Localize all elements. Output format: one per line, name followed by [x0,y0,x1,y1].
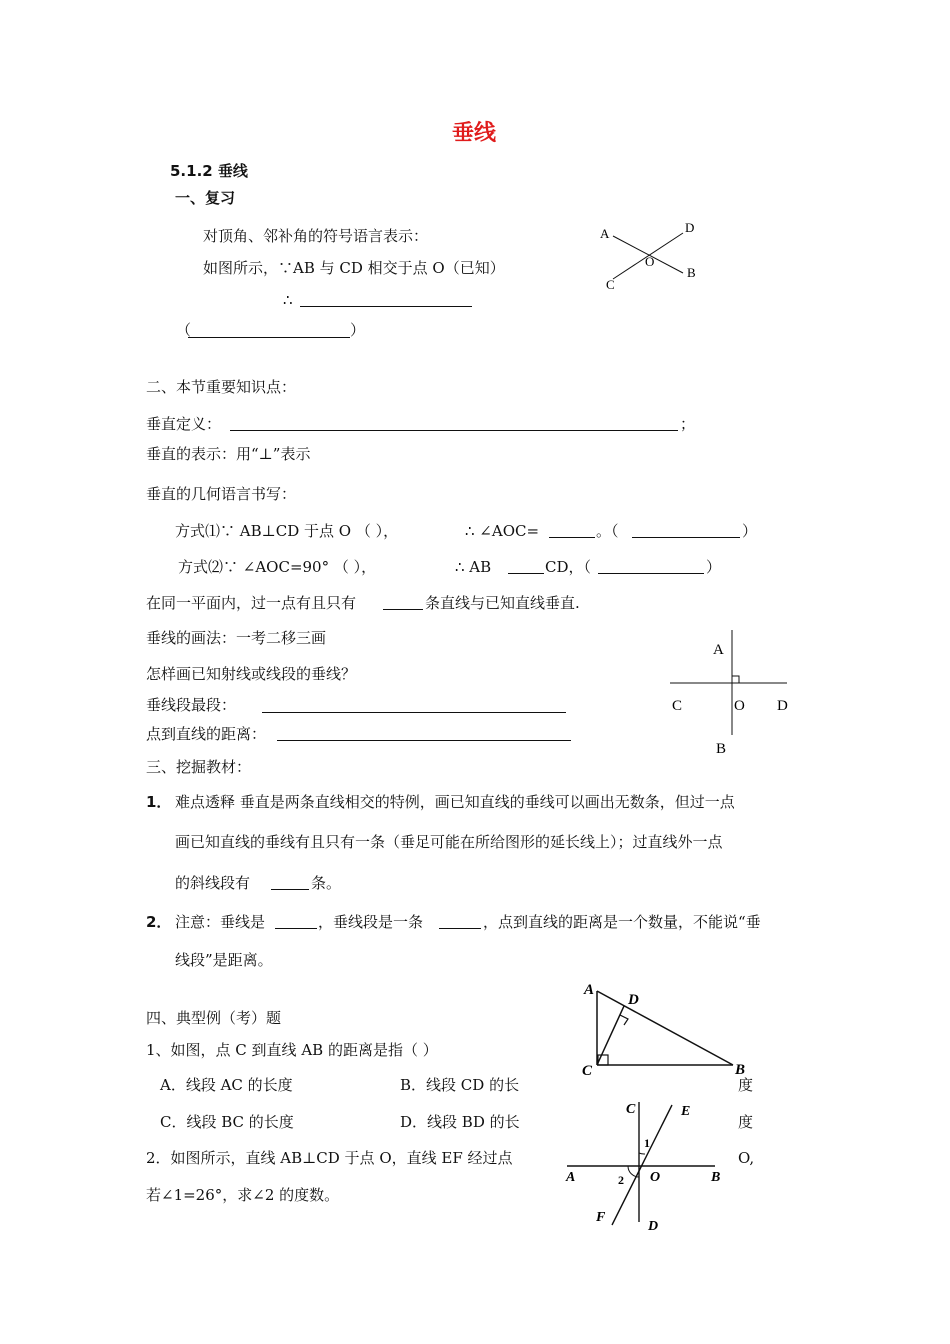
q1-option-b-end: 度 [738,1076,754,1094]
label-c: C [672,698,683,714]
method2-relation-blank [508,573,544,574]
q1-option-d-end: 度 [738,1113,754,1131]
label-c: C [606,277,615,292]
close-paren: ） [350,321,366,339]
item2-number: 2． [146,913,172,931]
method1-given: 方式⑴∵ AB⊥CD 于点 O （ ）， [175,522,399,540]
review-heading: 一、复习 [175,189,236,207]
distance-label: 点到直线的距离： [146,725,267,743]
unique-perp-blank [383,609,423,610]
item1-number: 1． [146,793,172,811]
q1-option-a: A．线段 AC 的长度 [160,1076,293,1094]
knowledge-heading: 二、本节重要知识点： [146,378,297,396]
method2-cd: CD，（ [545,558,592,576]
label-2: 2 [618,1173,624,1187]
item2-part3: ，点到直线的距离是一个数量，不能说“垂 [483,913,761,931]
method1-angle-blank [549,537,595,538]
method2-given: 方式⑵∵ ∠AOC=90° （ ）， [178,558,377,576]
label-o: O [734,698,745,714]
reason-blank [188,337,350,338]
shortest-label: 垂线段最段： [146,696,237,714]
method1-paren-open: 。（ [596,522,619,540]
unique-perp-end: 条直线与已知直线垂直. [425,594,580,612]
label-b: B [687,265,696,280]
transversal-figure [562,1097,727,1232]
definition-blank [230,430,678,431]
label-d: D [685,220,695,235]
method1-paren-close: ） [742,522,758,540]
question-2-line1: 2．如图所示，直线 AB⊥CD 于点 O，直线 EF 经过点 [146,1149,513,1167]
label-b: B [716,741,727,757]
label-c: C [582,1063,593,1079]
geo-heading: 垂直的几何语言书写： [146,485,297,503]
altitude-cd [597,1006,624,1065]
item1-line1: 难点透释 垂直是两条直线相交的特例，画已知直线的垂线可以画出无数条，但过一点 [175,793,735,811]
dig-heading: 三、挖掘教材： [146,758,252,776]
item2-line2: 线段”是距离。 [175,951,273,969]
open-paren: （ [176,321,192,339]
item1-blank [271,889,309,890]
answer-blank [300,306,472,307]
label-d: D [628,992,639,1008]
label-1: 1 [644,1136,650,1150]
label-c: C [626,1102,636,1117]
method1-reason-blank [632,537,740,538]
shortest-blank [262,712,566,713]
q1-option-b: B．线段 CD 的长 [400,1076,520,1094]
label-a: A [600,226,610,241]
q1-option-c: C．线段 BC 的长度 [160,1113,294,1131]
label-a: A [566,1170,576,1185]
intersecting-lines-figure [590,215,710,295]
perpendicular-figure [665,625,795,760]
label-d: D [648,1219,659,1234]
unique-perp-start: 在同一平面内，过一点有且只有 [146,594,357,612]
right-angle-mark [732,676,739,683]
distance-blank [277,740,571,741]
notation-line: 垂直的表示：用“⊥”表示 [146,445,311,463]
draw-method: 垂线的画法：一考二移三画 [146,629,327,647]
method2-reason-blank [598,573,704,574]
item1-line3-end: 条。 [311,874,342,892]
label-e: E [681,1104,691,1119]
definition-end: ； [680,415,696,433]
label-f: F [596,1210,606,1225]
review-line-1: 对顶角、邻补角的符号语言表示： [203,227,429,245]
page-title: 垂线 [452,121,497,146]
label-d: D [777,698,788,714]
therefore-symbol: ∴ [283,291,293,309]
method1-therefore: ∴ ∠AOC= [465,522,540,540]
item1-line3-start: 的斜线段有 [175,874,251,892]
draw-question: 怎样画已知射线或线段的垂线？ [146,665,357,683]
label-o: O [645,254,655,269]
q1-option-d: D．线段 BD 的长 [400,1113,520,1131]
question-1: 1、如图，点 C 到直线 AB 的距离是指（ ） [146,1041,438,1059]
method2-therefore: ∴ AB [455,558,492,576]
definition-label: 垂直定义： [146,415,222,433]
question-2-line2: 若∠1=26°，求∠2 的度数。 [146,1186,340,1204]
question-2-line1-end: O, [738,1149,755,1167]
side-ab [597,991,733,1065]
item1-line2: 画已知直线的垂线有且只有一条（垂足可能在所给图形的延长线上）；过直线外一点 [175,833,723,851]
item2-blank1 [275,928,317,929]
item2-part1: 注意：垂线是 [175,913,266,931]
angle-1-arc [639,1153,645,1154]
section-number: 5.1.2 垂线 [170,162,248,180]
label-o: O [650,1170,661,1185]
right-angle-d [620,1015,628,1025]
label-a: A [584,982,595,998]
line-ef [612,1105,672,1225]
example-heading: 四、典型例（考）题 [146,1009,282,1027]
label-b: B [711,1170,721,1185]
label-b: B [735,1062,746,1078]
review-line-2: 如图所示，∵AB 与 CD 相交于点 O（已知） [203,259,505,277]
triangle-figure [575,975,760,1080]
item2-blank2 [439,928,481,929]
item2-part2: ，垂线段是一条 [318,913,424,931]
label-a: A [713,642,724,658]
method2-paren-close: ） [706,558,722,576]
